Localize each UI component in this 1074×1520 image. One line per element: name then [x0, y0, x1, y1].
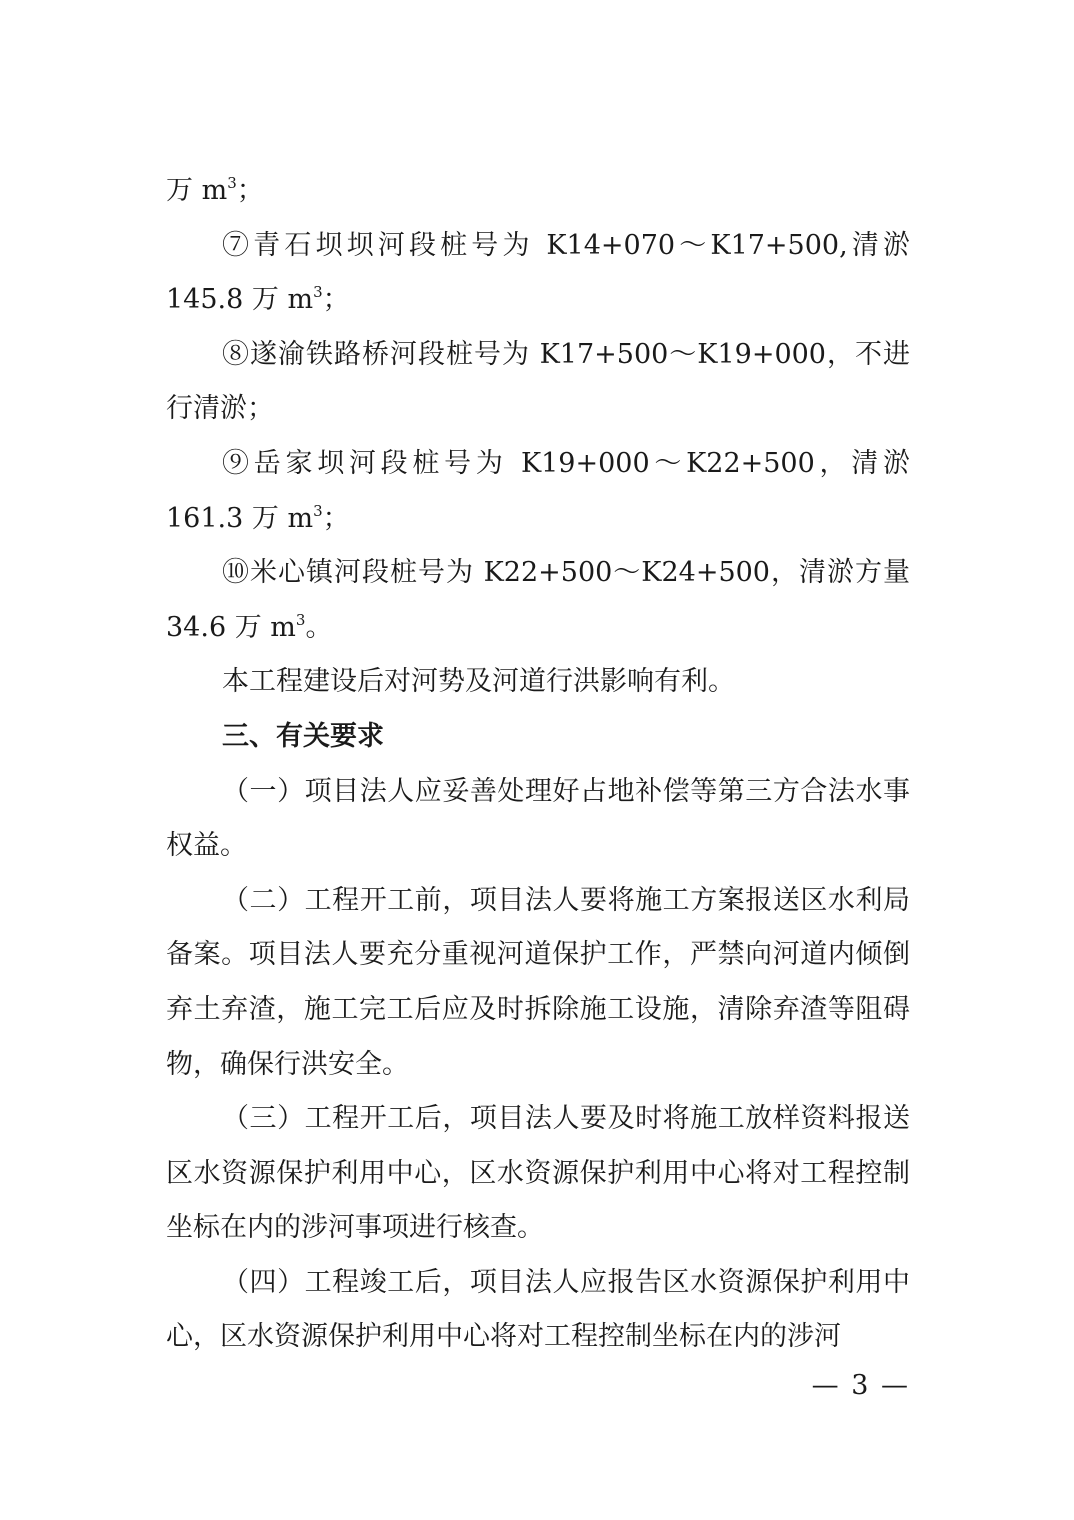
paragraph-tail: ； [322, 284, 350, 316]
paragraph [166, 328, 910, 437]
paragraph-text: 本工程建设后对河势及河道行洪影响有利。 [222, 666, 735, 698]
superscript: 3 [313, 283, 323, 302]
paragraph-tail: ； [322, 502, 350, 534]
paragraph [166, 1256, 910, 1365]
paragraph-text: （四）工程竣工后，项目法人应报告区水资源保护利用中心，区水资源保护利用中心将对工程控制坐标在内的涉河 [166, 1266, 910, 1353]
body-text [166, 164, 910, 1365]
superscript: 3 [313, 501, 323, 520]
paragraph-text: ⑨岳家坝河段桩号为 K19+000～K22+500，清淤 161.3 万 m [166, 447, 910, 534]
paragraph-text: （一）项目法人应妥善处理好占地补偿等第三方合法水事权益。 [166, 775, 910, 862]
paragraph-text: 万 m [166, 175, 228, 206]
paragraph-text: （二）工程开工前，项目法人要将施工方案报送区水利局备案。项目法人要充分重视河道保护工作，严禁向河道内倾倒弃土弃渣，施工完工后应及时拆除施工设施，清除弃渣等阻碍物，确保行洪安全。 [166, 884, 910, 1080]
paragraph-text: 三、有关要求 [222, 720, 384, 752]
paragraph [166, 1092, 910, 1256]
section-heading [166, 710, 910, 765]
page-number: — 3 — [811, 1370, 910, 1401]
paragraph-text: ⑧遂渝铁路桥河段桩号为 K17+500～K19+000，不进行清淤； [166, 338, 910, 425]
paragraph-text: ⑩米心镇河段桩号为 K22+500～K24+500，清淤方量 34.6 万 m [166, 557, 910, 643]
paragraph-text: ⑦青石坝坝河段桩号为 K14+070～K17+500,清淤 145.8 万 m [166, 229, 910, 316]
superscript: 3 [295, 610, 306, 629]
superscript: 3 [227, 174, 237, 192]
paragraph [166, 546, 910, 655]
paragraph-text: （三）工程开工后，项目法人要及时将施工放样资料报送区水资源保护利用中心，区水资源保护利用中心将对工程控制坐标在内的涉河事项进行核查。 [166, 1103, 910, 1244]
paragraph [166, 164, 910, 219]
paragraph-tail: 。 [305, 611, 333, 643]
paragraph-tail: ； [236, 175, 264, 206]
paragraph [166, 655, 910, 710]
paragraph [166, 874, 910, 1092]
paragraph [166, 765, 910, 874]
paragraph [166, 437, 910, 546]
paragraph [166, 219, 910, 328]
